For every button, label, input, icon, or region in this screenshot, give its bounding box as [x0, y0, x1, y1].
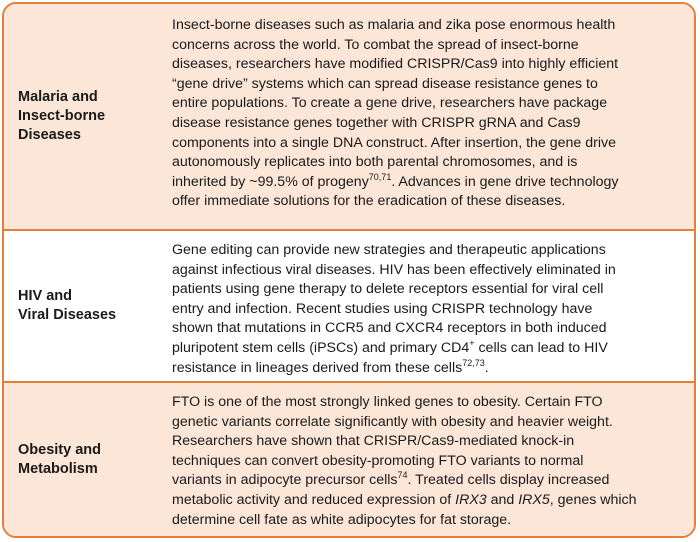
label-line: Malaria and [18, 89, 98, 105]
text-line: techniques can convert obesity-promoting FTO variants to normal [172, 452, 584, 469]
row-label-malaria [4, 4, 154, 229]
label-line: Insect-borne [18, 108, 106, 124]
text-line: determine cell fate as white adipocytes for fat storage. [172, 511, 512, 528]
table-row-obesity [4, 381, 694, 536]
text-line: shown that mutations in CCR5 and CXCR4 receptors in both induced [172, 320, 607, 337]
row-text-malaria [154, 4, 694, 229]
text-line: autonomously replicates into both parental chromosomes, and is [172, 154, 578, 171]
superscript-plus: + [469, 337, 475, 348]
label-line: HIV and [18, 288, 72, 304]
citation-ref: 72,73 [462, 357, 485, 368]
text-line: entry and infection. Recent studies using CRISPR technology have [172, 300, 593, 317]
row-text-obesity [154, 383, 694, 536]
text-line: offer immediate solutions for the eradication of these diseases. [172, 193, 566, 210]
gene-name: IRX3 [455, 491, 487, 508]
text-line: Gene editing can provide new strategies and therapeutic applications [172, 242, 606, 258]
gene-name: IRX5 [518, 491, 550, 508]
row-text-hiv [154, 231, 694, 381]
text-line: components into a single DNA construct. After insertion, the gene drive [172, 134, 616, 151]
text-line: resistance in lineages derived from these cells$^{72,73}$. [172, 357, 489, 376]
table-row-malaria [4, 4, 694, 229]
text-line: metabolic activity and reduced expression of IRX3 and IRX5, genes which [172, 491, 637, 508]
citation-ref: 74 [397, 470, 408, 481]
label-line: Metabolism [18, 460, 98, 477]
label-line: Obesity and [18, 441, 101, 458]
text-line: “gene drive” systems which can spread disease resistance genes to [172, 75, 598, 92]
text-line: entire populations. To create a gene drive, researchers have package [172, 95, 608, 112]
text-line: pluripotent stem cells (iPSCs) and primary CD4+ cells can lead to HIV [172, 337, 608, 356]
row-label-hiv [4, 231, 154, 381]
label-line: Viral Diseases [18, 307, 117, 323]
text-line: variants in adipocyte precursor cells$^{74}$. Treated cells display increased [172, 470, 610, 489]
disease-table [2, 2, 696, 538]
text-line: diseases, researchers have modified CRISPR/Cas9 into highly efficient [172, 56, 619, 73]
row-label-obesity [4, 383, 154, 536]
text-line: Insect-borne diseases such as malaria and zika pose enormous health [172, 17, 616, 33]
text-line: genetic variants correlate significantly with obesity and heavier weight. [172, 413, 613, 430]
text-line: inherited by ~99.5% of progeny$^{70,71}$. Advances in gene drive technology [172, 171, 619, 190]
citation-ref: 70,71 [368, 171, 392, 182]
text-line: concerns across the world. To combat the spread of insect-borne [172, 36, 579, 53]
text-line: Researchers have shown that CRISPR/Cas9-mediated knock-in [172, 433, 575, 450]
text-line: patients using gene therapy to delete receptors essential for viral cell [172, 281, 604, 298]
label-line: Diseases [18, 127, 81, 143]
table-row-hiv [4, 229, 694, 381]
text-line: FTO is one of the most strongly linked genes to obesity. Certain FTO [172, 394, 603, 410]
text-line: disease resistance genes together with CRISPR gRNA and Cas9 [172, 114, 581, 131]
text-line: against infectious viral diseases. HIV has been effectively eliminated in [172, 261, 616, 278]
